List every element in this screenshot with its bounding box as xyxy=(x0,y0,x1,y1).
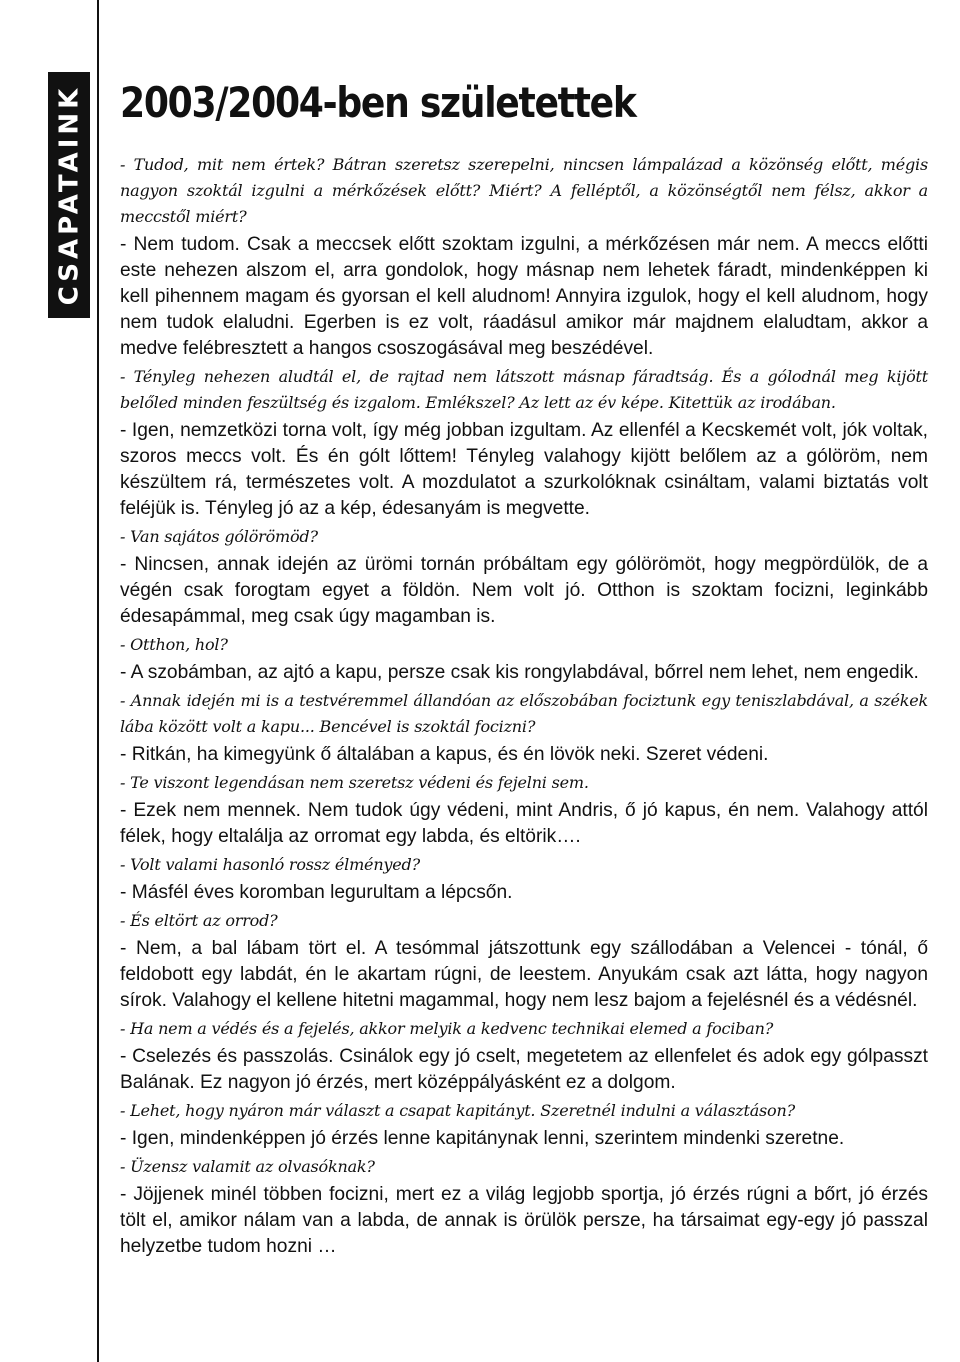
interview-question: - Üzensz valamit az olvasóknak? xyxy=(120,1157,375,1177)
interview-answer: - Igen, nemzetközi torna volt, így még jobban izgultam. Az ellenfél a Kecskemét volt, jók voltak, szoros meccs volt. És én gólt lőttem! Tényleg valahogy kijött belőlem az a gólöröm, nem készültem rá, természetes volt. A mozdulatot a szurkolóknak csináltam, valami biztatás volt feléjük is. Tényleg jó az a kép, édesanyám is megvette. xyxy=(120,420,928,520)
section-tab xyxy=(48,72,90,318)
interview-answer: - Nem, a bal lábam tört el. A tesómmal játszottunk egy szállodában a Velencei - tónál, ő feldobott egy labdát, én le akartam rúgni, de leestem. Anyukám csak azt látta, hogy nagyon sírok. Valahogy el kellene hitetni magammal, hogy nem lesz bajom a fejelésnél és a védésnél. xyxy=(120,938,928,1012)
interview-question: - Volt valami hasonló rossz élményed? xyxy=(120,855,420,875)
interview-question: - Van sajátos gólörömöd? xyxy=(120,527,318,547)
margin-divider-line xyxy=(97,0,99,1362)
interview-answer: - Nincsen, annak idején az ürömi tornán próbáltam egy gólörömöt, hogy megpördülök, de a végén csak forogtam egyet a földön. Nem volt jó. Otthon is szoktam focizni, leginkább édesapámmal, meg csak úgy magamban is. xyxy=(120,554,928,628)
interview-question: - Tudod, mit nem értek? Bátran szeretsz szerepelni, nincsen lámpalázad a közönség előtt, mégis nagyon szoktál izgulni a mérkőzések előtt? Miért? A felléptől, a közönségtől nem félsz, akkor a meccstől miért? xyxy=(120,155,928,227)
interview-dialogue xyxy=(120,152,928,1260)
interview-answer: - Ezek nem mennek. Nem tudok úgy védeni, mint Andris, ő jó kapus, én nem. Valahogy attól félek, hogy eltalálja az orromat egy labda, és eltörik…. xyxy=(120,800,928,848)
section-tab-label: CSAPATAINK xyxy=(54,84,85,306)
interview-question: - Tényleg nehezen aludtál el, de rajtad nem látszott másnap fáradtság. És a gólodnál meg kijött belőled minden feszültség és izgalom. Emlékszel? Az lett az év képe. Kitettük az irodában. xyxy=(120,367,928,413)
interview-answer: - A szobámban, az ajtó a kapu, persze csak kis rongylabdával, bőrrel nem lehet, nem engedik. xyxy=(120,662,919,684)
interview-question: - Annak idején mi is a testvéremmel állandóan az előszobában fociztunk egy teniszlabdával, a székek lába között volt a kapu... Bencével is szoktál focizni? xyxy=(120,691,928,737)
interview-answer: - Jöjjenek minél többen focizni, mert ez a világ legjobb sportja, jó érzés rúgni a bőrt, jó érzés tölt el, amikor nálam van a labda, de annak is örülök persze, ha társaimat egy-egy jó passzal helyzetbe tudom hozni … xyxy=(120,1184,928,1258)
interview-answer: - Ritkán, ha kimegyünk ő általában a kapus, és én lövök neki. Szeret védeni. xyxy=(120,744,769,766)
interview-answer: - Másfél éves koromban legurultam a lépcsőn. xyxy=(120,882,513,904)
interview-question: - Te viszont legendásan nem szeretsz védeni és fejelni sem. xyxy=(120,773,589,793)
interview-answer: - Igen, mindenképpen jó érzés lenne kapitánynak lenni, szerintem mindenki szeretne. xyxy=(120,1128,845,1150)
interview-answer: - Cselezés és passzolás. Csinálok egy jó cselt, megetetem az ellenfelet és adok egy gólpasszt Balának. Ez nagyon jó érzés, mert középpályásként ez a dolgom. xyxy=(120,1046,928,1094)
interview-answer: - Nem tudom. Csak a meccsek előtt szoktam izgulni, a mérkőzésen már nem. A meccs előtti este nehezen alszom el, arra gondolok, hogy másnap nem lehetek fáradt, mindenképpen ki kell pihennem magam és gyorsan el kell aludnom! Annyira izgulok, hogy el kell aludnom, hogy nem tudok elaludni. Egerben is ez volt, ráadásul amikor már majdnem elaludtam, akkor a medve felébresztett a hangos csoszogásával meg beszédével. xyxy=(120,234,928,360)
interview-question: - Lehet, hogy nyáron már választ a csapat kapitányt. Szeretnél indulni a választáson? xyxy=(120,1101,795,1121)
interview-question: - És eltört az orrod? xyxy=(120,911,278,931)
article-title: 2003/2004-ben születettek xyxy=(120,78,636,127)
interview-question: - Otthon, hol? xyxy=(120,635,228,655)
interview-question: - Ha nem a védés és a fejelés, akkor melyik a kedvenc technikai elemed a fociban? xyxy=(120,1019,774,1039)
article xyxy=(120,80,928,1262)
